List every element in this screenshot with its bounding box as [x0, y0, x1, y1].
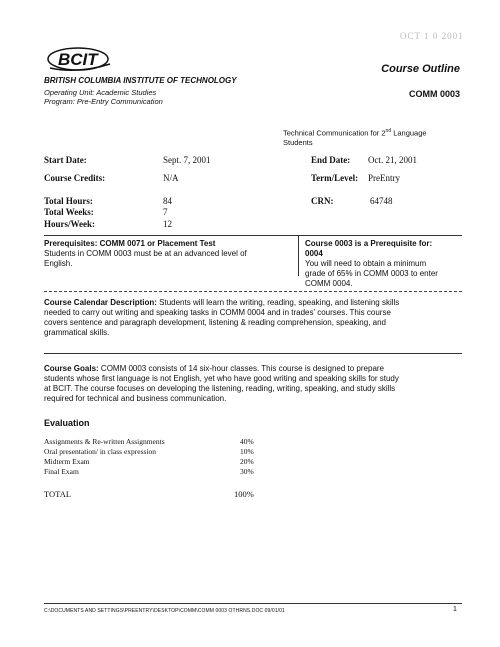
credits-label: Course Credits: — [44, 173, 106, 183]
goals-text: students whose first language is not English, yet who have good writing and speaking skills for study — [44, 374, 399, 383]
eval-item-percent: 30% — [240, 467, 254, 476]
hours-per-week-label: Hours/Week: — [44, 219, 95, 229]
institute-name: BRITISH COLUMBIA INSTITUTE OF TECHNOLOGY — [44, 76, 237, 85]
eval-item-label: Midterm Exam — [44, 457, 90, 466]
eval-item-label: Assignments & Re-written Assignments — [44, 437, 165, 446]
divider — [44, 353, 462, 354]
goals-text: COMM 0003 consists of 14 six-hour classes. This course is designed to prepare — [98, 364, 385, 373]
calendar-text: covers sentence and paragraph development, listening & reading comprehension, speaking, and — [44, 318, 386, 327]
footer-divider — [44, 603, 462, 604]
eval-item-label: Final Exam — [44, 467, 79, 476]
course-description-title — [283, 127, 463, 147]
goals-text: at BCIT. The course focuses on developing the listening, reading, writing, speaking, and study skills — [44, 384, 396, 393]
course-goals — [44, 364, 462, 404]
calendar-text: needed to carry out writing and speaking tasks in COMM 0004 and in trades' courses. This course — [44, 308, 391, 317]
eval-total-label: TOTAL — [44, 489, 72, 499]
calendar-description-label: Course Calendar Description: — [44, 298, 157, 307]
program-name: Program: Pre-Entry Communication — [44, 97, 163, 106]
hours-value: 84 — [163, 196, 172, 206]
eval-item-percent: 40% — [240, 437, 254, 446]
eval-total-percent: 100% — [234, 489, 254, 499]
column-divider — [298, 236, 299, 276]
hours-per-week-value: 12 — [163, 219, 172, 229]
divider — [44, 291, 462, 292]
bcit-logo — [44, 44, 118, 76]
end-date-value: Oct. 21, 2001 — [368, 155, 417, 165]
calendar-text: grammatical skills. — [44, 328, 110, 337]
desc-part: Language — [391, 128, 427, 138]
eval-item-percent: 10% — [240, 447, 254, 456]
logo-text: BCIT — [58, 50, 98, 69]
start-date-label: Start Date: — [44, 155, 87, 165]
desc-part: Technical Communication for 2 — [283, 128, 386, 138]
calendar-text: Students will learn the writing, reading, speaking, and listening skills — [156, 298, 400, 307]
course-code: COMM 0003 — [408, 89, 460, 99]
page-number: 1 — [453, 606, 457, 613]
prerequisite-for-course: 0004 — [305, 249, 323, 258]
evaluation-heading: Evaluation — [44, 418, 90, 428]
term-label: Term/Level: — [311, 173, 359, 183]
prerequisites-box — [44, 239, 282, 269]
weeks-value: 7 — [163, 207, 168, 217]
prerequisite-for-heading: Course 0003 is a Prerequisite for: — [305, 239, 433, 248]
crn-value: 64748 — [370, 196, 393, 206]
prerequisite-for-text: COMM 0004. — [305, 279, 353, 288]
prerequisites-text: Students in COMM 0003 must be at an advanced level of — [44, 249, 247, 258]
start-date-value: Sept. 7, 2001 — [163, 155, 211, 165]
course-goals-label: Course Goals: — [44, 364, 99, 373]
weeks-label: Total Weeks: — [44, 207, 94, 217]
prerequisites-text: English. — [44, 259, 73, 268]
document-title: Course Outline — [381, 63, 460, 75]
end-date-label: End Date: — [311, 155, 351, 165]
credits-value: N/A — [163, 173, 179, 183]
eval-item-label: Oral presentation/ in class expression — [44, 447, 157, 456]
calendar-description — [44, 298, 462, 338]
prerequisite-for-box — [305, 239, 465, 289]
hours-label: Total Hours: — [44, 196, 93, 206]
received-stamp: OCT 1 0 2001 — [400, 31, 464, 41]
prerequisites-heading: Prerequisites: COMM 0071 or Placement Test — [44, 239, 216, 248]
operating-unit: Operating Unit: Academic Studies — [44, 88, 157, 97]
desc-superscript: nd — [385, 128, 392, 134]
eval-item-percent: 20% — [240, 457, 254, 466]
term-value: PreEntry — [368, 173, 400, 183]
footer-file-path: C:\DOCUMENTS AND SETTINGS\PREENTRY\DESKTOP\COMM\COMM 0003 OTHRNS.DOC 09/01/01 — [44, 608, 285, 614]
crn-label: CRN: — [311, 196, 334, 206]
desc-part: Students — [283, 137, 313, 147]
goals-text: required for technical and business communication. — [44, 394, 227, 403]
prerequisite-for-text: You will need to obtain a minimum — [305, 259, 427, 268]
divider — [44, 235, 462, 236]
prerequisite-for-text: grade of 65% in COMM 0003 to enter — [305, 269, 438, 278]
